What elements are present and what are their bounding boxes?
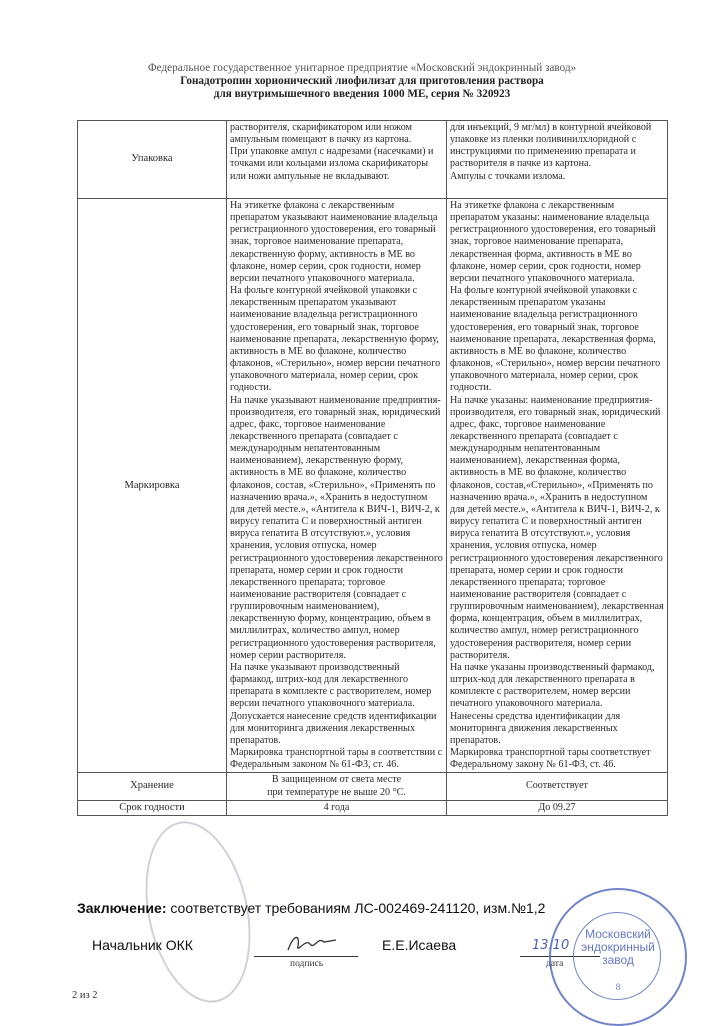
company-seal-number: 8 xyxy=(615,982,621,992)
specification-table xyxy=(77,120,668,816)
signature-caption: подпись xyxy=(290,959,324,969)
result-cell: До 09.27 xyxy=(447,800,668,815)
table-row xyxy=(78,199,668,773)
date-caption: дата xyxy=(546,959,564,969)
handwritten-signature xyxy=(284,928,344,958)
table-row xyxy=(78,800,668,815)
signer-role: Начальник ОКК xyxy=(92,937,193,953)
row-label: Хранение xyxy=(78,773,227,800)
document-title-line-2: для внутримышечного введения 1000 МЕ, серия № 320923 xyxy=(213,88,511,100)
result-cell: На этикетке флакона с лекарственным препаратом указаны: наименование владельца регистрационного удостоверения, его товарный знак, торговое наименование препарата, лекарственная форма, активность в МЕ во флаконе, номер серии, срок годности, номер версии печатного упаковочного материала. На фольге контурной ячейковой упаковки с лекарственным препаратом указаны наименование владельца регистрационного удостоверения, его товарный знак, торговое наименование препарата, лекарственная форма, активность в МЕ во флаконе, количество флаконов, «Стерильно», номер версии печатного упаковочного материала, номер серии, срок годности. На пачке указаны: наименование предприятия-производителя, его товарный знак, юридический адрес, факс, торговое наименование лекарственного препарата (совпадает с международным непатентованным наименованием), лекарственная форма, активность в МЕ во флаконе, количество флаконов, состав,«Стерильно», «Применять по назначению врача.», «Хранить в недоступном для детей месте.», «Антитела к ВИЧ-1, ВИЧ-2, к вирусу гепатита С и поверхностный антиген вируса гепатита В отсутствуют.», условия хранения, условия отпуска, номер регистрационного удостоверения лекарственного препарата, номер серии и срок годности лекарственного препарата; торговое наименование растворителя (совпадает с группировочным наименованием), лекарственная форма, концентрация, объем в миллилитрах, количество ампул, номер регистрационного удостоверения растворителя, номер серии растворителя. На пачке указаны производственный фармакод, штрих-код для лекарственного препарата в комплекте с растворителем, номер версии печатного упаковочного материала. Нанесены средства идентификации для мониторинга движения лекарственных препаратов. Маркировка транспортной тары соответствует Федеральному закону № 61-ФЗ, ст. 46. xyxy=(447,199,668,773)
conclusion-text: соответствует требованиям ЛС-002469-241120, изм.№1,2 xyxy=(166,900,546,916)
requirement-cell: 4 года xyxy=(227,800,447,815)
row-label: Срок годности xyxy=(78,800,227,815)
document-title-line-1: Гонадотропин хорионический лиофилизат для приготовления раствора xyxy=(180,75,544,87)
document-header xyxy=(0,62,724,101)
company-seal xyxy=(549,888,687,1026)
result-cell: Соответствует xyxy=(447,773,668,800)
page-number: 2 из 2 xyxy=(72,990,98,1001)
result-cell: для инъекций, 9 мг/мл) в контурной ячейковой упаковке из пленки поливинилхлоридной с инструкциями по применению препарата и растворителя в пачке из картона. Ампулы с точками излома. xyxy=(447,121,668,199)
table-row xyxy=(78,773,668,800)
company-seal-text: Московский эндокринный завод xyxy=(581,927,655,967)
conclusion-label: Заключение: xyxy=(77,900,167,916)
row-label: Упаковка xyxy=(78,121,227,199)
conclusion xyxy=(77,900,545,916)
row-label: Маркировка xyxy=(78,199,227,773)
requirement-cell: В защищенном от света месте при температуре не выше 20 °С. xyxy=(227,773,447,800)
requirement-cell: растворителя, скарификатором или ножом ампульным помещают в пачку из картона. При упаковке ампул с надрезами (насечками) и точками или кольцами излома скарификаторы или ножи ампульные не вкладывают. xyxy=(227,121,447,199)
table-row xyxy=(78,121,668,199)
requirement-cell: На этикетке флакона с лекарственным препаратом указывают наименование владельца регистрационного удостоверения, его товарный знак, торговое наименование препарата, лекарственную форму, активность в МЕ во флаконе, номер серии, срок годности, номер версии печатного упаковочного материала. На фольге контурной ячейковой упаковки с лекарственным препаратом указывают наименование владельца регистрационного удостоверения, его товарный знак, торговое наименование препарата, лекарственную форму, активность в МЕ во флаконе, количество флаконов, «Стерильно», номер версии печатного упаковочного материала, номер серии, срок годности. На пачке указывают наименование предприятия-производителя, его товарный знак, юридический адрес, факс, торговое наименование лекарственного препарата (совпадает с международным непатентованным наименованием), лекарственную форму, активность в МЕ во флаконе, количество флаконов, состав, «Стерильно», «Применять по назначению врача.», «Хранить в недоступном для детей месте.», «Антитела к ВИЧ-1, ВИЧ-2, к вирусу гепатита С и поверхностный антиген вируса гепатита В отсутствуют.», условия хранения, условия отпуска, номер регистрационного удостоверения лекарственного препарата, номер серии и срок годности лекарственного препарата; торговое наименование растворителя (совпадает с группировочным наименованием), лекарственную форму, концентрацию, объем в миллилитрах, количество ампул, номер регистрационного удостоверения растворителя, номер серии растворителя. На пачке указывают производственный фармакод, штрих-код для лекарственного препарата в комплекте с растворителем, номер версии печатного упаковочного материала. Допускается нанесение средств идентификации для мониторинга движения лекарственных препаратов. Маркировка транспортной тары в соответствии с Федеральным законом № 61-ФЗ, ст. 46. xyxy=(227,199,447,773)
signer-name: Е.Е.Исаева xyxy=(382,937,457,953)
handwritten-date: 13.10 xyxy=(532,938,570,953)
organization-name: Федеральное государственное унитарное предприятие «Московский эндокринный завод» xyxy=(147,62,577,74)
